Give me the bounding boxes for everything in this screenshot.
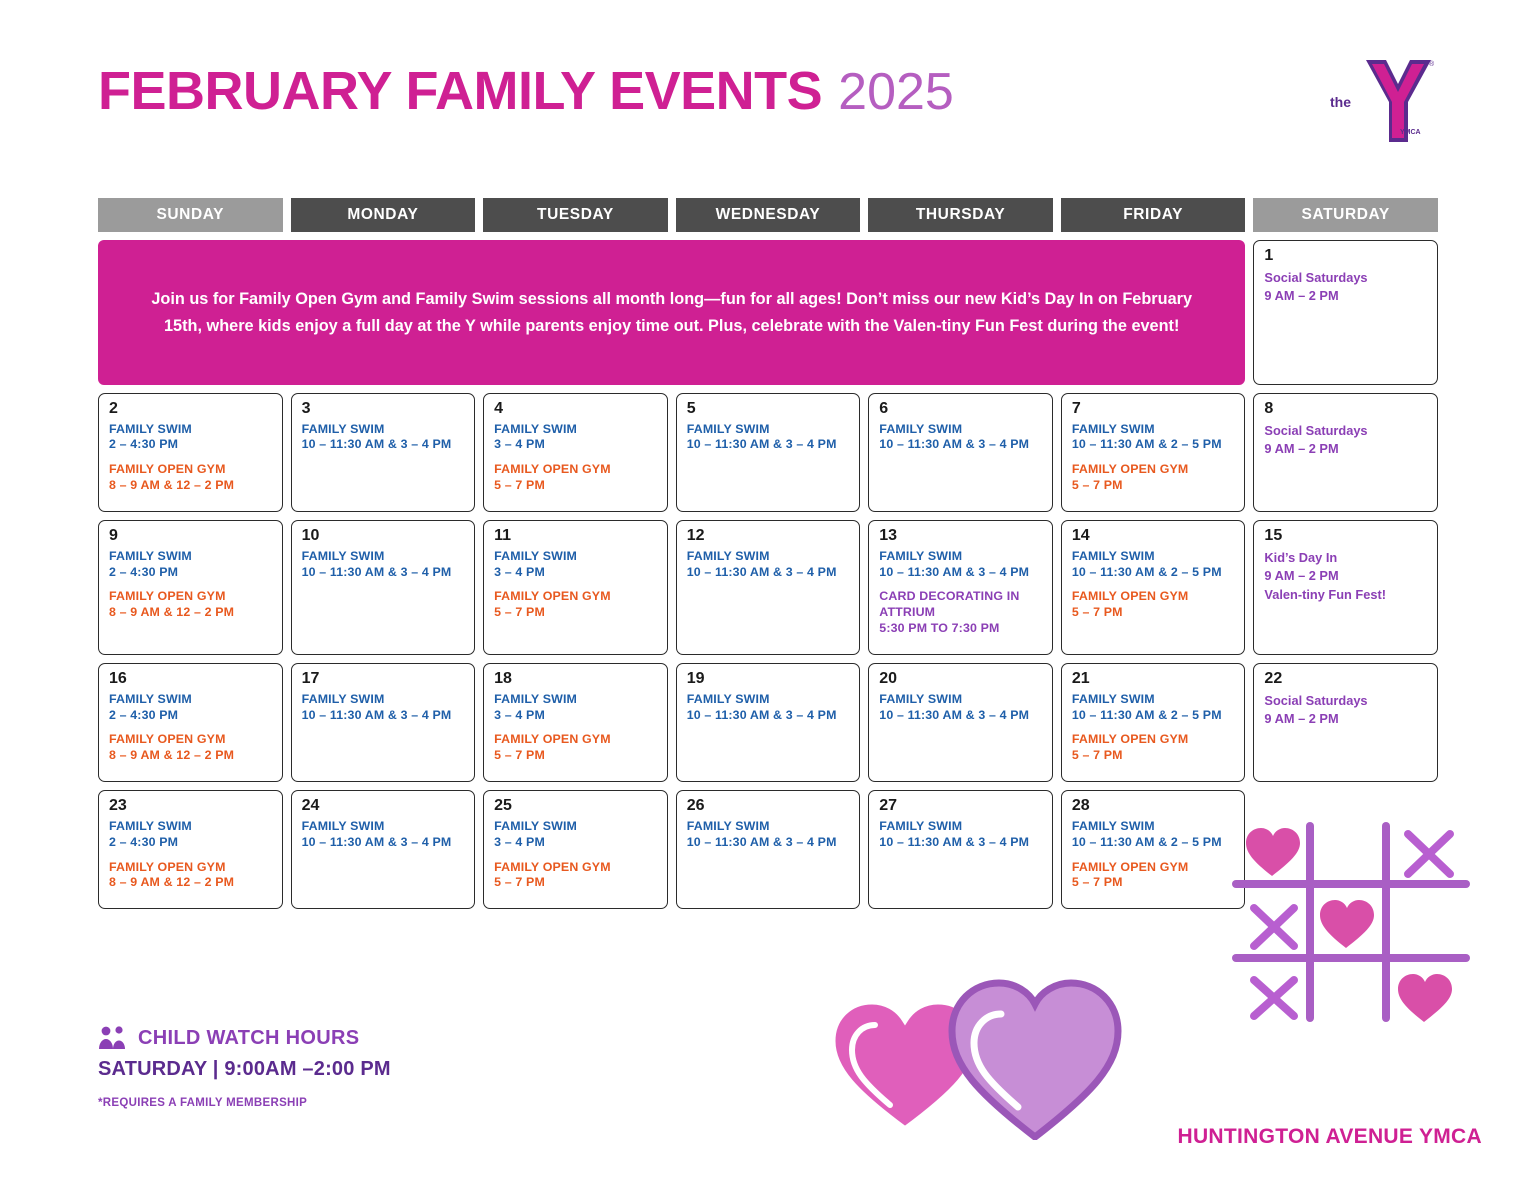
event-time: 10 – 11:30 AM & 2 – 5 PM	[1071, 707, 1222, 722]
svg-text:®: ®	[1429, 61, 1435, 68]
event-time: 3 – 4 PM	[494, 437, 545, 452]
calendar-day-14[interactable]	[1061, 520, 1246, 655]
calendar-day-7[interactable]	[1061, 393, 1246, 512]
event-time: 2 – 4:30 PM	[109, 834, 179, 849]
event-title: FAMILY SWIM	[879, 818, 963, 833]
calendar-day-10[interactable]	[291, 520, 476, 655]
event-title: FAMILY SWIM	[109, 421, 192, 436]
calendar-event	[1072, 422, 1237, 454]
child-watch-title: CHILD WATCH HOURS	[138, 1026, 360, 1049]
day-number: 13	[879, 527, 898, 545]
event-time: 10 – 11:30 AM & 3 – 4 PM	[686, 707, 837, 722]
day-number: 28	[1071, 797, 1090, 815]
calendar-day-15[interactable]	[1253, 520, 1438, 655]
event-time: 10 – 11:30 AM & 2 – 5 PM	[1071, 437, 1222, 452]
event-time: 5 – 7 PM	[494, 875, 545, 890]
weekday-header-thursday: THURSDAY	[868, 198, 1053, 232]
day-number: 5	[686, 400, 696, 417]
event-title: FAMILY SWIM	[494, 421, 578, 436]
event-title: FAMILY SWIM	[879, 691, 963, 706]
calendar-day-12[interactable]	[676, 520, 861, 655]
event-title: FAMILY OPEN GYM	[109, 859, 226, 874]
weekday-header-sunday: SUNDAY	[98, 198, 283, 232]
day-number: 15	[1264, 527, 1283, 545]
calendar-event	[1072, 860, 1237, 892]
calendar-event	[879, 549, 1044, 581]
calendar-event	[494, 692, 659, 724]
membership-note: *REQUIRES A FAMILY MEMBERSHIP	[98, 1097, 308, 1109]
page-title	[98, 60, 954, 122]
event-time: 10 – 11:30 AM & 3 – 4 PM	[879, 834, 1030, 849]
weekday-header-monday: MONDAY	[291, 198, 476, 232]
calendar-event	[109, 860, 274, 892]
calendar-event	[109, 462, 274, 494]
page-header	[98, 60, 1438, 170]
svg-text:YMCA: YMCA	[1400, 129, 1421, 136]
calendar-day-1[interactable]	[1253, 240, 1438, 385]
calendar-event	[879, 589, 1044, 637]
event-time: 10 – 11:30 AM & 3 – 4 PM	[879, 437, 1030, 452]
calendar-event	[879, 692, 1044, 724]
day-number: 6	[879, 400, 889, 417]
title-main: FEBRUARY FAMILY EVENTS	[98, 61, 823, 121]
event-time: 8 – 9 AM & 12 – 2 PM	[109, 605, 235, 620]
event-title: FAMILY OPEN GYM	[494, 732, 611, 747]
calendar-event	[302, 549, 467, 581]
event-title: FAMILY OPEN GYM	[1071, 732, 1189, 747]
calendar-event	[109, 422, 274, 454]
weekday-header-tuesday: TUESDAY	[483, 198, 668, 232]
calendar-event	[494, 422, 659, 454]
event-time: 5 – 7 PM	[494, 605, 545, 620]
calendar-day-28[interactable]	[1061, 790, 1246, 909]
branch-name: HUNTINGTON AVENUE YMCA	[1177, 1125, 1482, 1148]
event-title: FAMILY SWIM	[109, 818, 192, 833]
event-title: FAMILY SWIM	[109, 691, 192, 706]
event-time: 2 – 4:30 PM	[109, 437, 179, 452]
calendar-day-21[interactable]	[1061, 663, 1246, 782]
day-number: 8	[1264, 400, 1274, 417]
calendar-day-13[interactable]	[868, 520, 1053, 655]
day-number: 7	[1071, 400, 1081, 417]
calendar-event	[494, 819, 659, 851]
day-number: 9	[109, 527, 118, 545]
event-time: 5 – 7 PM	[1071, 478, 1123, 493]
calendar-event	[1072, 549, 1237, 581]
calendar-event	[1072, 589, 1237, 621]
event-title: FAMILY OPEN GYM	[1071, 589, 1189, 604]
event-title: FAMILY SWIM	[879, 548, 963, 563]
calendar-day-25[interactable]	[483, 790, 668, 909]
calendar-event	[494, 462, 659, 494]
event-title: FAMILY SWIM	[494, 548, 578, 563]
event-time: 8 – 9 AM & 12 – 2 PM	[109, 875, 235, 890]
calendar-event	[494, 860, 659, 892]
day-note-line: Social Saturdays	[1264, 269, 1368, 285]
event-title: FAMILY SWIM	[879, 421, 963, 436]
event-title: FAMILY SWIM	[301, 548, 385, 563]
day-note-line: Social Saturdays	[1264, 422, 1368, 438]
event-time: 5 – 7 PM	[1071, 748, 1123, 763]
calendar-day-23[interactable]	[98, 790, 283, 909]
day-note-line: Valen-tiny Fun Fest!	[1264, 586, 1387, 602]
day-note-line: 9 AM – 2 PM	[1264, 711, 1339, 727]
event-time: 2 – 4:30 PM	[109, 707, 179, 722]
calendar-event	[1072, 732, 1237, 764]
weekday-header-friday: FRIDAY	[1061, 198, 1246, 232]
day-note-line: 9 AM – 2 PM	[1264, 568, 1339, 584]
calendar-day-26[interactable]	[676, 790, 861, 909]
event-time: 10 – 11:30 AM & 3 – 4 PM	[301, 707, 452, 722]
event-title: CARD DECORATING IN ATTRIUM	[879, 589, 1020, 620]
calendar-event	[302, 819, 467, 851]
day-note-line: Social Saturdays	[1264, 692, 1368, 708]
day-number: 16	[109, 670, 127, 688]
event-title: FAMILY SWIM	[1071, 548, 1155, 563]
event-title: FAMILY SWIM	[1071, 691, 1155, 706]
day-number: 12	[686, 527, 705, 545]
calendar-event	[687, 549, 852, 581]
calendar-event	[879, 422, 1044, 454]
day-number: 21	[1071, 670, 1090, 688]
event-time: 5 – 7 PM	[494, 478, 545, 493]
calendar-day-18[interactable]	[483, 663, 668, 782]
day-number: 18	[494, 670, 512, 688]
event-title: FAMILY OPEN GYM	[109, 732, 226, 747]
event-title: FAMILY SWIM	[686, 818, 770, 833]
calendar-day-11[interactable]	[483, 520, 668, 655]
weekday-header-row	[98, 198, 1438, 232]
day-number: 10	[301, 527, 320, 545]
event-time: 10 – 11:30 AM & 2 – 5 PM	[1071, 564, 1222, 579]
event-time: 10 – 11:30 AM & 3 – 4 PM	[686, 834, 837, 849]
event-title: FAMILY SWIM	[686, 421, 770, 436]
day-number: 19	[686, 670, 705, 688]
calendar-event	[1072, 692, 1237, 724]
event-time: 10 – 11:30 AM & 3 – 4 PM	[879, 707, 1030, 722]
month-banner-text: Join us for Family Open Gym and Family Swim sessions all month long—fun for all ages! Don’t miss our new Kid’s Day In on February 15th, where kids enjoy a full day at the Y while parents enjoy time out. Plus, celebrate with the Valen-tiny Fun Fest during the event!	[151, 290, 1193, 335]
event-title: FAMILY SWIM	[1071, 818, 1155, 833]
calendar-day-6[interactable]	[868, 393, 1053, 512]
child-watch-heading	[98, 1025, 798, 1051]
event-title: FAMILY OPEN GYM	[1071, 462, 1189, 477]
day-note-line: Kid’s Day In	[1264, 549, 1338, 565]
day-note	[1264, 692, 1429, 729]
day-number: 3	[301, 400, 311, 417]
event-time: 5:30 PM TO 7:30 PM	[879, 621, 1000, 636]
calendar-day-19[interactable]	[676, 663, 861, 782]
calendar-event	[109, 589, 274, 621]
calendar-event	[879, 819, 1044, 851]
event-title: FAMILY SWIM	[494, 691, 578, 706]
calendar-day-16[interactable]	[98, 663, 283, 782]
event-time: 8 – 9 AM & 12 – 2 PM	[109, 748, 235, 763]
event-time: 3 – 4 PM	[494, 707, 545, 722]
calendar-event	[494, 589, 659, 621]
event-time: 10 – 11:30 AM & 3 – 4 PM	[301, 834, 452, 849]
family-people-icon	[98, 1025, 128, 1051]
event-time: 10 – 11:30 AM & 3 – 4 PM	[301, 564, 452, 579]
event-time: 10 – 11:30 AM & 2 – 5 PM	[1071, 834, 1222, 849]
calendar-grid	[98, 240, 1438, 909]
month-banner	[98, 240, 1245, 385]
event-title: FAMILY SWIM	[301, 421, 385, 436]
event-time: 3 – 4 PM	[494, 834, 545, 849]
calendar-day-20[interactable]	[868, 663, 1053, 782]
calendar-day-17[interactable]	[291, 663, 476, 782]
calendar-event	[109, 732, 274, 764]
event-time: 8 – 9 AM & 12 – 2 PM	[109, 478, 235, 493]
event-title: FAMILY SWIM	[494, 818, 578, 833]
calendar-event	[687, 819, 852, 851]
day-note-line: 9 AM – 2 PM	[1264, 441, 1339, 457]
day-number: 17	[301, 670, 320, 688]
day-number: 20	[879, 670, 898, 688]
day-note-line: 9 AM – 2 PM	[1264, 288, 1339, 304]
title-year: 2025	[838, 63, 954, 121]
calendar-day-5[interactable]	[676, 393, 861, 512]
calendar-event	[109, 692, 274, 724]
event-time: 5 – 7 PM	[1071, 605, 1123, 620]
day-number: 1	[1264, 247, 1274, 264]
day-number: 22	[1264, 670, 1283, 688]
event-title: FAMILY OPEN GYM	[1071, 859, 1189, 874]
calendar-event	[687, 692, 852, 724]
event-time: 10 – 11:30 AM & 3 – 4 PM	[686, 564, 837, 579]
calendar-day-2[interactable]	[98, 393, 283, 512]
day-number: 4	[494, 400, 504, 417]
child-watch-hours: SATURDAY | 9:00AM –2:00 PM	[98, 1058, 391, 1080]
calendar-event	[494, 732, 659, 764]
event-time: 3 – 4 PM	[494, 564, 545, 579]
calendar-event	[302, 692, 467, 724]
day-number: 2	[109, 400, 118, 417]
event-title: FAMILY OPEN GYM	[494, 462, 611, 477]
event-time: 5 – 7 PM	[494, 748, 545, 763]
event-title: FAMILY SWIM	[301, 691, 385, 706]
day-note	[1264, 549, 1429, 605]
calendar-day-3[interactable]	[291, 393, 476, 512]
decorative-hearts	[820, 965, 1150, 1145]
event-title: FAMILY OPEN GYM	[494, 859, 611, 874]
day-number: 27	[879, 797, 898, 815]
logo-the-text: the	[1330, 94, 1351, 110]
event-title: FAMILY SWIM	[686, 691, 770, 706]
calendar-event	[302, 422, 467, 454]
event-time: 2 – 4:30 PM	[109, 564, 179, 579]
calendar-event	[687, 422, 852, 454]
calendar-event	[109, 549, 274, 581]
day-note	[1264, 269, 1429, 306]
calendar-day-27[interactable]	[868, 790, 1053, 909]
day-number: 11	[494, 527, 512, 545]
event-title: FAMILY OPEN GYM	[494, 589, 611, 604]
day-number: 26	[686, 797, 705, 815]
day-note	[1264, 422, 1429, 459]
event-title: FAMILY OPEN GYM	[109, 589, 226, 604]
day-number: 25	[494, 797, 512, 815]
weekday-header-wednesday: WEDNESDAY	[676, 198, 861, 232]
calendar-event	[1072, 819, 1237, 851]
calendar-event	[1072, 462, 1237, 494]
event-title: FAMILY SWIM	[109, 548, 192, 563]
ymca-logo	[1328, 54, 1438, 149]
weekday-header-saturday: SATURDAY	[1253, 198, 1438, 232]
event-title: FAMILY SWIM	[1071, 421, 1155, 436]
day-number: 23	[109, 797, 127, 815]
calendar-day-4[interactable]	[483, 393, 668, 512]
event-title: FAMILY SWIM	[686, 548, 770, 563]
footer	[98, 1025, 798, 1109]
day-number: 24	[301, 797, 320, 815]
calendar-event	[109, 819, 274, 851]
calendar-day-22[interactable]	[1253, 663, 1438, 782]
event-title: FAMILY SWIM	[301, 818, 385, 833]
event-time: 10 – 11:30 AM & 3 – 4 PM	[686, 437, 837, 452]
calendar-day-9[interactable]	[98, 520, 283, 655]
event-time: 10 – 11:30 AM & 3 – 4 PM	[301, 437, 452, 452]
calendar-day-8[interactable]	[1253, 393, 1438, 512]
day-number: 14	[1071, 527, 1090, 545]
calendar-day-24[interactable]	[291, 790, 476, 909]
event-time: 5 – 7 PM	[1071, 875, 1123, 890]
event-time: 10 – 11:30 AM & 3 – 4 PM	[879, 564, 1030, 579]
calendar-event	[494, 549, 659, 581]
calendar-cell-empty	[1253, 790, 1438, 909]
event-title: FAMILY OPEN GYM	[109, 462, 226, 477]
